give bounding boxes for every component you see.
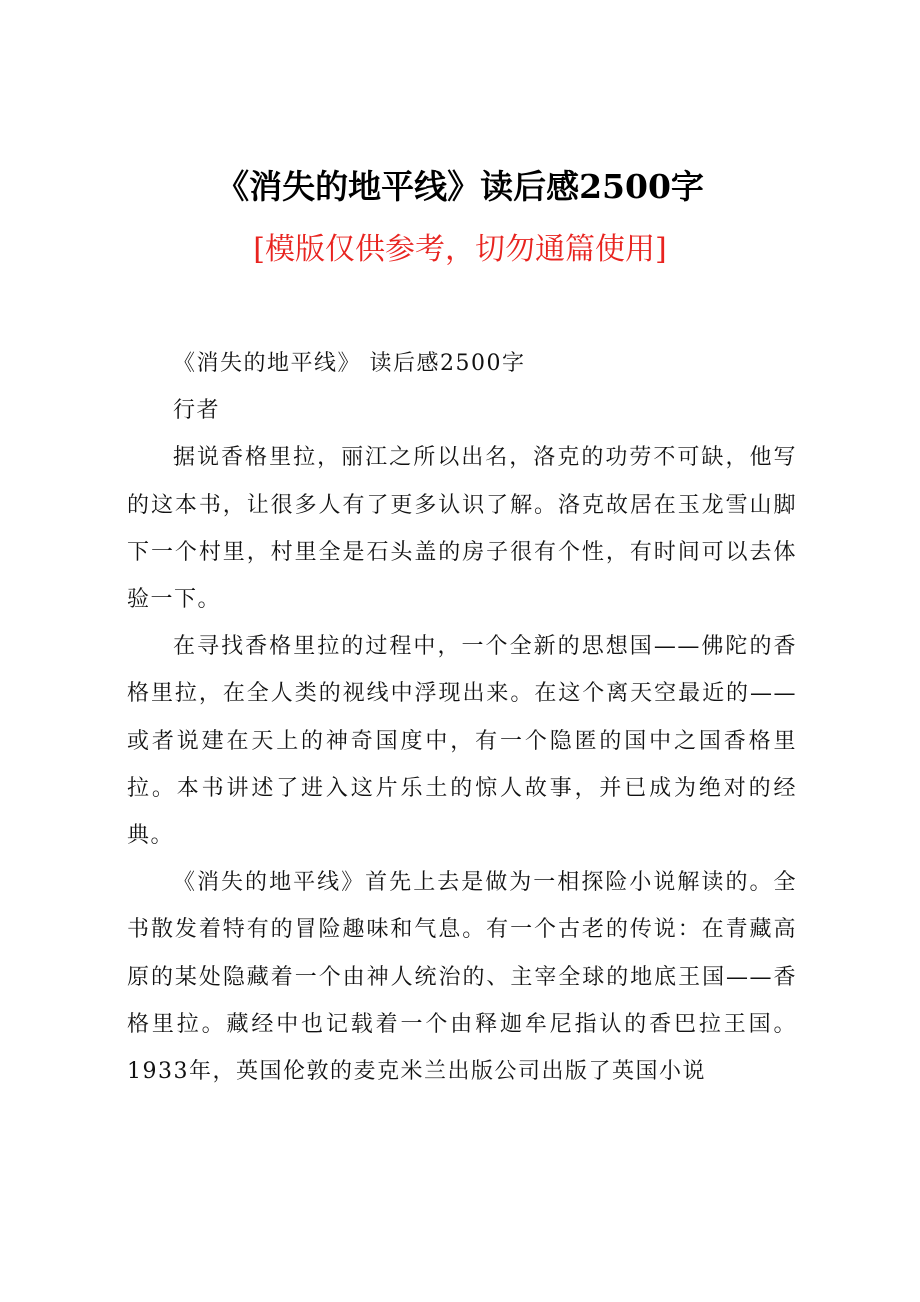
template-notice: [模版仅供参考，切勿通篇使用]	[253, 232, 667, 267]
document-body	[127, 340, 797, 1095]
paragraph: 据说香格里拉，丽江之所以出名，洛克的功劳不可缺，他写的这本书，让很多人有了更多认识了解。洛克故居在玉龙雪山脚下一个村里，村里全是石头盖的房子很有个性，有时间可以去体验一下。	[127, 445, 797, 613]
paragraph-heading: 《消失的地平线》 读后感2500字	[173, 351, 526, 376]
paragraph: 《消失的地平线》首先上去是做为一相探险小说解读的。全书散发着特有的冒险趣味和气息。有一个古老的传说：在青藏高原的某处隐藏着一个由神人统治的、主宰全球的地底王国——香格里拉。藏经中也记载着一个由释迦牟尼指认的香巴拉王国。1933年，英国伦敦的麦克米兰出版公司出版了英国小说	[127, 870, 797, 1085]
paragraph-author: 行者	[173, 398, 221, 424]
paragraph: 在寻找香格里拉的过程中，一个全新的思想国——佛陀的香格里拉，在全人类的视线中浮现出来。在这个离天空最近的——或者说建在天上的神奇国度中，有一个隐匿的国中之国香格里拉。本书讲述了进入这片乐土的惊人故事，并已成为绝对的经典。	[127, 634, 797, 849]
document-title: 《消失的地平线》读后感2500字	[216, 167, 704, 206]
